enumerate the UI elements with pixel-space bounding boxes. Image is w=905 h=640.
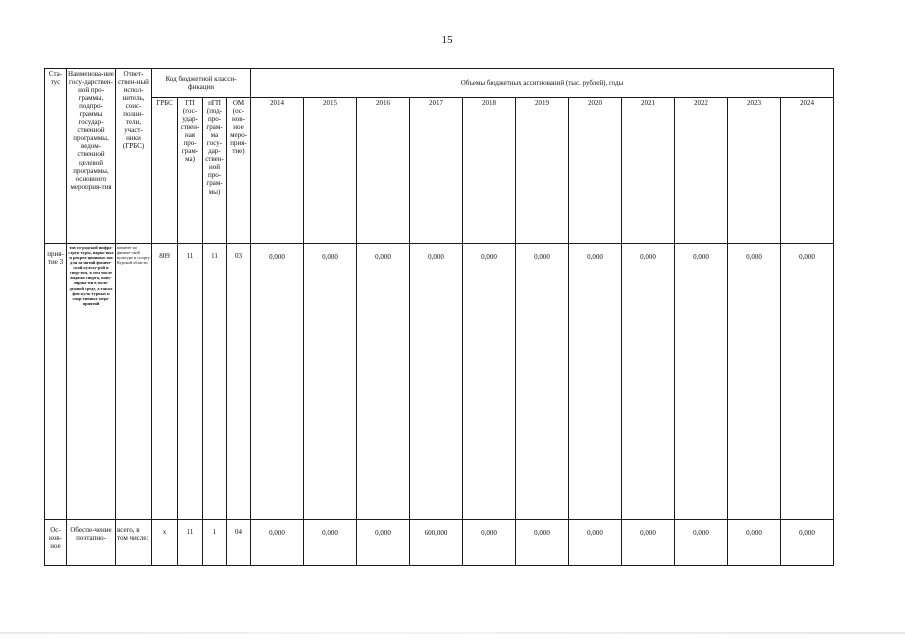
header-program-name: Наименова-ние госу-дарствен-ной про-граммы, подпро-граммы государ-ственной программы, ведом-ственной целевой программы, основного мероприя-тия [67, 69, 116, 244]
header-code-pgp: пГП (под-про-грам-ма госу-дар-ствен-ной про-грам-мы) [203, 98, 227, 244]
header-year-2024: 2024 [781, 98, 834, 244]
row-status: прия-тие 3 [45, 244, 67, 520]
header-year-2019: 2019 [516, 98, 569, 244]
header-year-2015: 2015 [304, 98, 357, 244]
value-cell: 0,000 [357, 244, 410, 520]
row-program-name: Обеспе-чение поэтапно- [67, 520, 116, 566]
table-row [45, 520, 834, 566]
header-code-om: ОМ (ос-нов-ное меро-прия-тие) [227, 98, 251, 244]
value-cell: 0,000 [622, 244, 675, 520]
value-cell: 0,000 [781, 244, 834, 520]
row-status: Ос-нов-ное [45, 520, 67, 566]
value-cell: 0,000 [675, 244, 728, 520]
value-cell: 0,000 [251, 244, 304, 520]
value-cell: 0,000 [357, 520, 410, 566]
value-cell: 0,000 [251, 520, 304, 566]
header-code-grbs: ГРБС [152, 98, 178, 244]
header-year-2016: 2016 [357, 98, 410, 244]
value-cell: 0,000 [728, 244, 781, 520]
header-year-2023: 2023 [728, 98, 781, 244]
value-cell: 0,000 [622, 520, 675, 566]
header-responsible: Ответ-ствен-ный испол-нитель, соис-полни-тели, участ-ники (ГРБС) [116, 69, 152, 244]
value-cell: 0,000 [675, 520, 728, 566]
header-allocations: Объемы бюджетных ассигнований (тыс. рублей), годы [251, 69, 834, 98]
value-cell: 0,000 [569, 520, 622, 566]
header-year-2018: 2018 [463, 98, 516, 244]
table-row [45, 244, 834, 520]
header-budget-code: Код бюджетной класси-фикации [152, 69, 251, 98]
value-cell: 0,000 [781, 520, 834, 566]
value-cell: 0,000 [728, 520, 781, 566]
scan-artifact-line [0, 632, 905, 634]
value-cell: 0,000 [304, 520, 357, 566]
row-code-om: 04 [227, 520, 251, 566]
header-year-2022: 2022 [675, 98, 728, 244]
value-cell: 0,000 [516, 244, 569, 520]
value-cell: 0,000 [463, 520, 516, 566]
value-cell: 0,000 [516, 520, 569, 566]
page-number: 15 [441, 34, 453, 46]
row-program-name: тов го-родской инфра-струк-туры, парко-вых и рекреа-ционных зон для за-нятий физиче-ской культу-рой и спор-том, в том числе видами спорта, попу-лярны-ми в моло-дежной среде, а также физ-куль-турных и спор-тивных меро-приятий [67, 244, 116, 520]
row-code-pgp: 1 [203, 520, 227, 566]
row-code-pgp: 11 [203, 244, 227, 520]
budget-allocation-table [44, 68, 834, 566]
row-responsible: всего, в том числе: [116, 520, 152, 566]
row-code-gp: 11 [178, 520, 203, 566]
value-cell: 0,000 [410, 244, 463, 520]
header-year-2014: 2014 [251, 98, 304, 244]
row-code-gp: 11 [178, 244, 203, 520]
header-year-2020: 2020 [569, 98, 622, 244]
row-code-om: 03 [227, 244, 251, 520]
row-code-grbs: х [152, 520, 178, 566]
value-cell: 0,000 [304, 244, 357, 520]
header-code-gp: ГП (гос-удар-ствен-ная про-грам-ма) [178, 98, 203, 244]
row-responsible: комитет по физиче-ской культуре и спорту Курской области [116, 244, 152, 520]
header-year-2021: 2021 [622, 98, 675, 244]
row-code-grbs: 809 [152, 244, 178, 520]
value-cell: 600,000 [410, 520, 463, 566]
value-cell: 0,000 [569, 244, 622, 520]
header-status: Ста-тус [45, 69, 67, 244]
value-cell: 0,000 [463, 244, 516, 520]
header-year-2017: 2017 [410, 98, 463, 244]
